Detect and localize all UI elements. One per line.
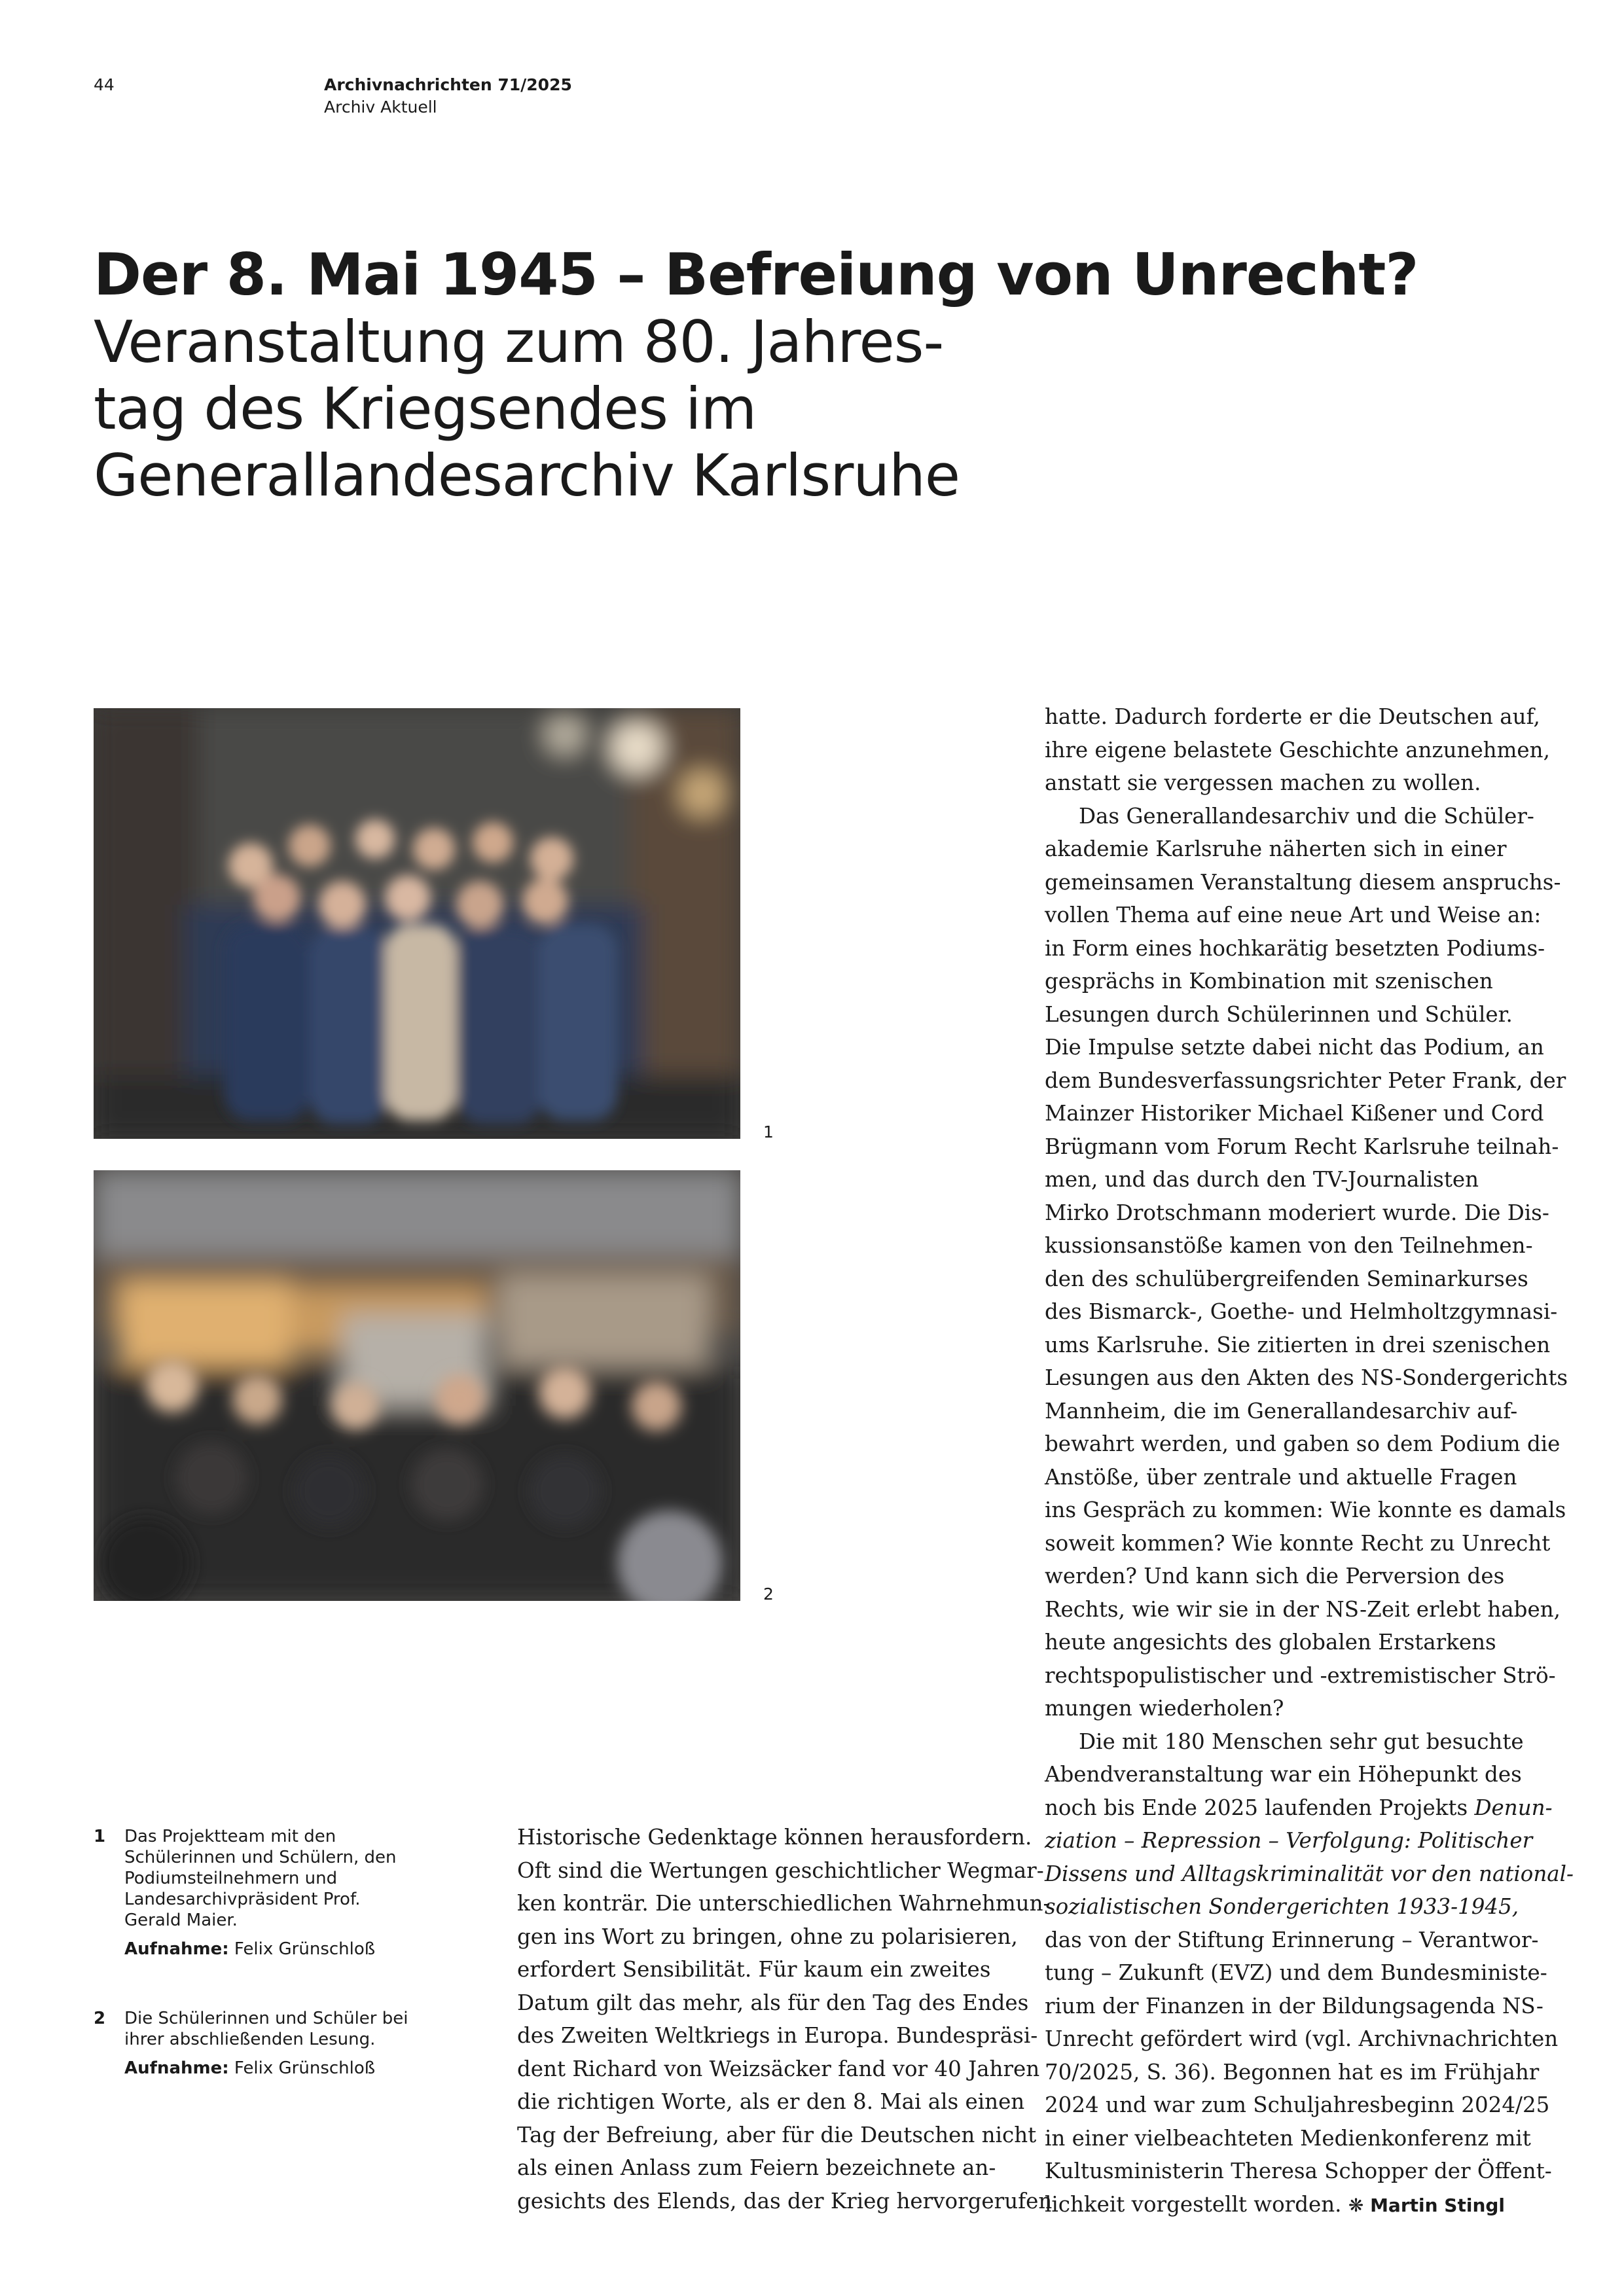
text-line: Unrecht gefördert wird (vgl. Archivnachrichten xyxy=(1045,2026,1559,2051)
text-line: Oft sind die Wertungen geschichtlicher Wegmar- xyxy=(517,1857,1044,1883)
text-line: men, und das durch den TV-Journalisten xyxy=(1045,1167,1479,1192)
text-line: Mannheim, die im Generallandesarchiv auf- xyxy=(1045,1398,1518,1424)
article-title-block xyxy=(94,241,1534,509)
text-line: Tag der Befreiung, aber für die Deutschen nicht xyxy=(517,2122,1037,2147)
text-line: soweit kommen? Wie konnte Recht zu Unrecht xyxy=(1045,1530,1551,1556)
figure-caption-2 xyxy=(94,2008,421,2079)
caption-number: 2 xyxy=(94,2009,106,2028)
text-line: ihre eigene belastete Geschichte anzunehmen, xyxy=(1045,737,1550,762)
text-line: heute angesichts des globalen Erstarkens xyxy=(1045,1630,1496,1655)
text-line: werden? Und kann sich die Perversion des xyxy=(1045,1564,1505,1588)
page-number: 44 xyxy=(94,75,115,94)
text-line xyxy=(1045,1857,1574,1891)
text-line: 2024 und war zum Schuljahresbeginn 2024/25 xyxy=(1045,2092,1550,2117)
text-line: ums Karlsruhe. Sie zitierten in drei szenischen xyxy=(1045,1332,1551,1357)
text-line: des Zweiten Weltkriegs in Europa. Bundespräsi- xyxy=(517,2023,1038,2048)
text-line: Brügmann vom Forum Recht Karlsruhe teilnah- xyxy=(1045,1134,1559,1159)
project-title-italic: sozialistischen Sondergerichten 1933-1945, xyxy=(1045,1894,1519,1919)
text-line: das von der Stiftung Erinnerung – Verantwor- xyxy=(1045,1927,1539,1952)
text-line: gesichts des Elends, das der Krieg hervorgerufen xyxy=(517,2188,1053,2214)
text-line: kussionsanstöße kamen von den Teilnehmen- xyxy=(1045,1233,1533,1258)
figure-number-2: 2 xyxy=(763,1585,774,1604)
text-line: Anstöße, über zentrale und aktuelle Fragen xyxy=(1045,1464,1517,1490)
text-line: gemeinsamen Veranstaltung diesem anspruchs- xyxy=(1045,869,1561,895)
text-line xyxy=(1045,1824,1574,1857)
text-line: als einen Anlass zum Feiern bezeichnete an- xyxy=(517,2155,996,2180)
article-title: Der 8. Mai 1945 – Befreiung von Unrecht? xyxy=(94,241,1418,308)
text-line xyxy=(1045,1890,1574,1924)
photo-reading xyxy=(94,1170,740,1601)
text-line: mungen wiederholen? xyxy=(1045,1696,1284,1721)
text-line: in Form eines hochkarätig besetzten Podiums- xyxy=(1045,935,1545,961)
text-line: ken konträr. Die unterschiedlichen Wahrnehmun- xyxy=(517,1891,1051,1916)
text-line: ins Gespräch zu kommen: Wie konnte es damals xyxy=(1045,1498,1566,1522)
text-line: vollen Thema auf eine neue Art und Weise an: xyxy=(1045,903,1542,927)
caption-number: 1 xyxy=(94,1827,106,1846)
text-line: Die Impulse setzte dabei nicht das Podium, an xyxy=(1045,1035,1544,1060)
photo-credit xyxy=(124,1939,421,1960)
text-line: dem Bundesverfassungsrichter Peter Frank, der xyxy=(1045,1067,1566,1093)
text-line: die richtigen Worte, als er den 8. Mai als einen xyxy=(517,2089,1025,2114)
text-line: Die mit 180 Menschen sehr gut besuchte xyxy=(1079,1729,1524,1754)
text-line: Mainzer Historiker Michael Kißener und Cord xyxy=(1045,1101,1544,1126)
text-line: rium der Finanzen in der Bildungsagenda NS- xyxy=(1045,1993,1543,2018)
project-title-italic: Denun- xyxy=(1474,1795,1553,1820)
text-line: den des schulübergreifenden Seminarkurses xyxy=(1045,1266,1528,1291)
text-line: Mirko Drotschmann moderiert wurde. Die Dis- xyxy=(1045,1200,1549,1225)
author-signature xyxy=(1348,2195,1505,2216)
credit-label: Aufnahme: xyxy=(124,2058,229,2078)
project-title-italic: Dissens und Alltagskriminalität vor den national- xyxy=(1045,1861,1574,1886)
text-line: Datum gilt das mehr, als für den Tag des Endes xyxy=(517,1990,1029,2015)
text-line: Rechts, wie wir sie in der NS-Zeit erlebt haben, xyxy=(1045,1596,1561,1622)
text-line: gesprächs in Kombination mit szenischen xyxy=(1045,969,1493,994)
section-name: Archiv Aktuell xyxy=(324,98,437,117)
text-line: erfordert Sensibilität. Für kaum ein zweites xyxy=(517,1957,991,1982)
body-text-column-1 xyxy=(517,1821,1052,2217)
text-line xyxy=(1045,2188,1574,2221)
text-line: rechtspopulistischer und -extremistischer Strö- xyxy=(1045,1662,1556,1688)
text-line xyxy=(1045,1791,1574,1825)
text-line: des Bismarck-, Goethe- und Helmholtzgymnasi- xyxy=(1045,1299,1558,1324)
body-text-column-2 xyxy=(1045,700,1574,2221)
caption-text: Die Schülerinnen und Schüler bei ihrer abschließenden Lesung. xyxy=(124,2009,408,2049)
asterisk-icon: ❋ xyxy=(1348,2194,1364,2216)
text-line: hatte. Dadurch forderte er die Deutschen auf, xyxy=(1045,704,1540,729)
running-header xyxy=(324,74,572,118)
text-line: bewahrt werden, und gaben so dem Podium die xyxy=(1045,1431,1561,1456)
text-line: 70/2025, S. 36). Begonnen hat es im Frühjahr xyxy=(1045,2059,1540,2085)
text-segment: noch bis Ende 2025 laufenden Projekts xyxy=(1045,1795,1475,1820)
photo-credit xyxy=(124,2058,421,2079)
text-line: dent Richard von Weizsäcker fand vor 40 Jahren xyxy=(517,2056,1040,2081)
text-line: Abendveranstaltung war ein Höhepunkt des xyxy=(1045,1762,1522,1787)
journal-title: Archivnachrichten 71/2025 xyxy=(324,75,572,94)
text-line: anstatt sie vergessen machen zu wollen. xyxy=(1045,770,1481,795)
text-line: in einer vielbeachteten Medienkonferenz mit xyxy=(1045,2125,1531,2151)
project-title-italic: ziation – Repression – Verfolgung: Politischer xyxy=(1045,1828,1533,1853)
text-line: Lesungen aus den Akten des NS-Sondergerichts xyxy=(1045,1365,1568,1390)
article-subtitle: Veranstaltung zum 80. Jahres- tag des Kriegsendes im Generallandesarchiv Karlsruhe xyxy=(94,308,960,509)
text-line: tung – Zukunft (EVZ) und dem Bundesministe- xyxy=(1045,1960,1547,1985)
author-name: Martin Stingl xyxy=(1370,2194,1506,2216)
credit-name: Felix Grünschloß xyxy=(234,1939,376,1959)
caption-text: Das Projektteam mit den Schülerinnen und Schülern, den Podiumsteilnehmern und Landesarchivpräsident Prof. Gerald Maier. xyxy=(124,1827,397,1930)
text-line: akademie Karlsruhe näherten sich in einer xyxy=(1045,836,1507,861)
text-line: Lesungen durch Schülerinnen und Schüler. xyxy=(1045,1001,1513,1027)
figure-number-1: 1 xyxy=(763,1122,774,1141)
text-line: gen ins Wort zu bringen, ohne zu polarisieren, xyxy=(517,1924,1018,1949)
figure-caption-1 xyxy=(94,1826,421,1960)
credit-name: Felix Grünschloß xyxy=(234,2058,376,2078)
text-line: Historische Gedenktage können herausfordern. xyxy=(517,1825,1032,1850)
text-segment: lichkeit vorgestellt worden. xyxy=(1045,2191,1348,2217)
text-line: Kultusministerin Theresa Schopper der Öffent- xyxy=(1045,2159,1552,2183)
photo-project-team xyxy=(94,708,740,1139)
credit-label: Aufnahme: xyxy=(124,1939,229,1959)
text-line: Das Generallandesarchiv und die Schüler- xyxy=(1079,803,1534,829)
